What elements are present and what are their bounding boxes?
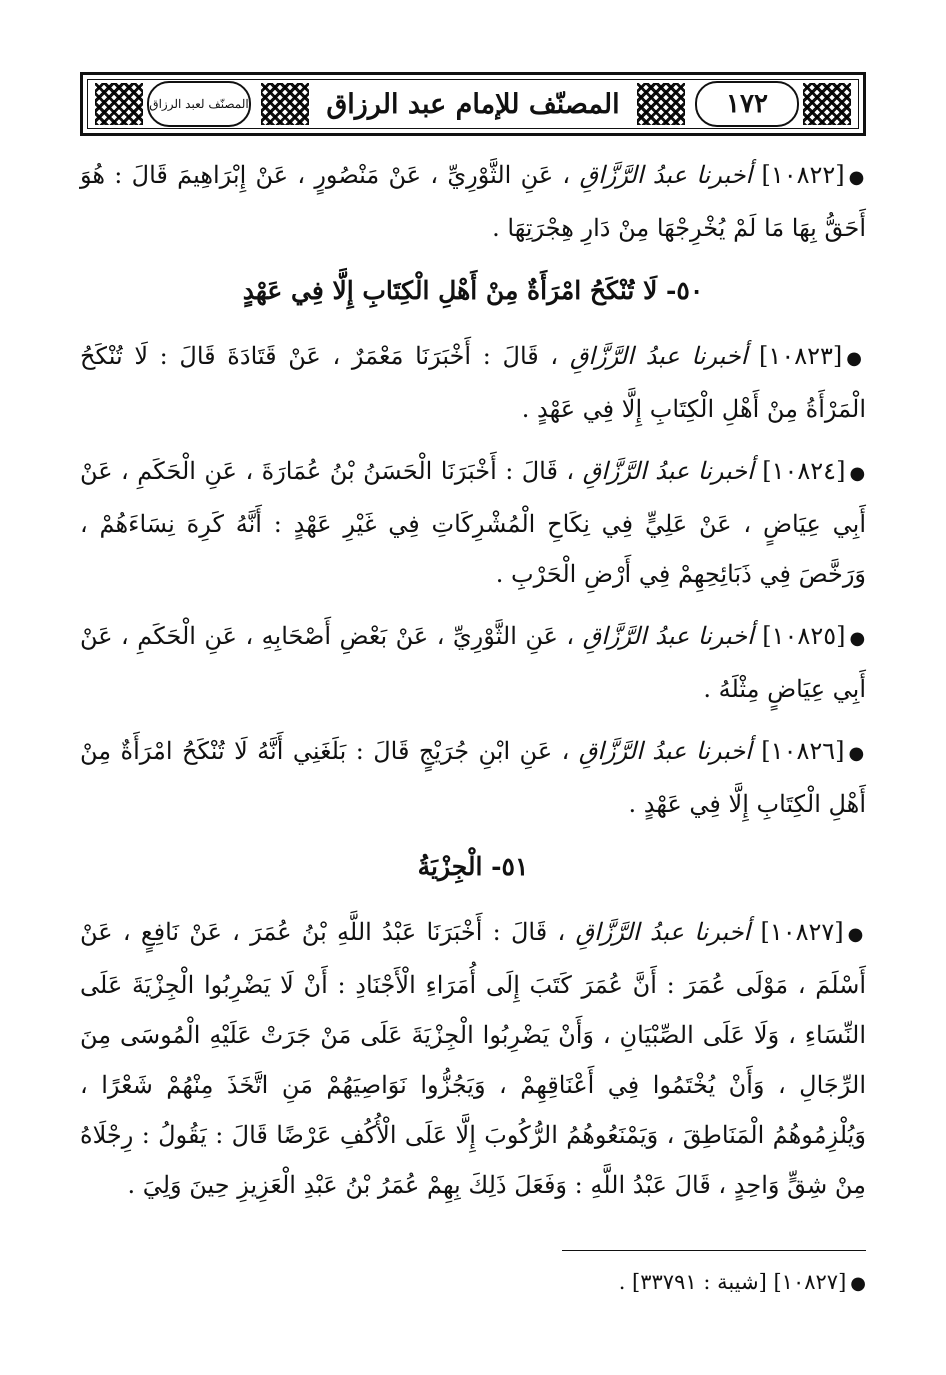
ornament-icon	[803, 83, 851, 125]
book-seal: المصنّف لعبد الرزاق	[147, 81, 251, 127]
bullet-icon: ●	[849, 628, 867, 649]
hadith-10824	[80, 446, 866, 599]
bullet-icon: ●	[846, 348, 866, 369]
hadith-isnad: أخبرنا عبدُ الرَّزَّاقِ	[582, 622, 754, 650]
hadith-text: ، قَالَ : أَخْبَرَنَا عَبْدُ اللَّهِ بْنُ عُمَرَ ، عَنْ نَافِعٍ ، عَنْ أَسْلَمَ ، مَوْلَى عُمَرَ : أَنَّ عُمَرَ كَتَبَ إِلَى أُمَرَاءِ الْأَجْنَادِ : أَنْ لَا يَضْرِبُوا الْجِزْيَةَ عَلَى النِّسَاءِ ، وَلَا عَلَى الصِّبْيَانِ ، وَأَنْ يَضْرِبُوا الْجِزْيَةَ عَلَى مَنْ جَرَتْ عَلَيْهِ الْمُوسَى مِنَ الرِّجَالِ ، وَأَنْ يُخْتَمُوا فِي أَعْنَاقِهِمْ ، وَيَجُزُّوا نَوَاصِيَهُمْ مَنِ اتَّخَذَ مِنْهُمْ شَعْرًا ، وَيُلْزِمُوهُمُ الْمَنَاطِقَ ، وَيَمْنَعُوهُمُ الرُّكُوبَ إِلَّا عَلَى الْأُكُفِ عَرْضًا قَالَ : يَقُولُ : رِجْلَاهُ مِنْ شِقٍّ وَاحِدٍ ، قَالَ عَبْدُ اللَّهِ : وَفَعَلَ ذَلِكَ بِهِمْ عُمَرُ بْنُ عَبْدِ الْعَزِيزِ حِينَ وَلِيَ .	[80, 918, 867, 1199]
footnote-divider	[562, 1250, 866, 1251]
ornament-icon	[95, 83, 143, 125]
ornament-icon	[637, 83, 685, 125]
hadith-isnad: أخبرنا عبدُ الرَّزَّاقِ	[569, 342, 748, 370]
bullet-icon: ●	[849, 463, 866, 484]
book-title: المصنّف للإمام عبد الرزاق	[326, 88, 620, 120]
hadith-text: ، قَالَ : أَخْبَرَنَا مَعْمَرٌ ، عَنْ قَتَادَةَ قَالَ : لَا تُنْكَحُ الْمَرْأَةُ مِنْ أَهْلِ الْكِتَابِ إِلَّا فِي عَهْدٍ .	[80, 342, 866, 423]
hadith-number: [١٠٨٢٣]	[759, 342, 843, 370]
hadith-10826	[80, 726, 866, 829]
chapter-heading-50: ٥٠- لَا تُنْكَحُ امْرَأَةٌ مِنْ أَهْلِ الْكِتَابِ إِلَّا فِي عَهْدٍ	[242, 276, 704, 305]
hadith-10827	[80, 907, 866, 1210]
ornament-icon	[261, 83, 309, 125]
bullet-icon: ●	[847, 924, 866, 945]
hadith-text: ، عَنِ الثَّوْرِيِّ ، عَنْ مَنْصُورٍ ، عَنْ إِبْرَاهِيمَ قَالَ : هُوَ أَحَقُّ بِهَا مَا لَمْ يُخْرِجْهَا مِنْ دَارِ هِجْرَتِهَا .	[80, 161, 866, 242]
hadith-isnad: أخبرنا عبدُ الرَّزَّاقِ	[578, 737, 752, 765]
footnote-text: [١٠٨٢٧] [شيبة : ٣٣٧٩١] .	[618, 1270, 847, 1294]
hadith-text: ، عَنِ ابْنِ جُرَيْجٍ قَالَ : بَلَغَنِي أَنَّهُ لَا تُنْكَحُ امْرَأَةٌ مِنْ أَهْلِ الْكِتَابِ إِلَّا فِي عَهْدٍ .	[80, 737, 866, 818]
bullet-icon: ●	[848, 167, 867, 188]
hadith-number: [١٠٨٢٤]	[762, 457, 846, 485]
hadith-text: ، عَنِ الثَّوْرِيِّ ، عَنْ بَعْضِ أَصْحَابِهِ ، عَنِ الْحَكَمِ ، عَنْ أَبِي عِيَاضٍ مِثْلَهُ .	[80, 622, 866, 703]
hadith-10823	[80, 331, 866, 434]
hadith-number: [١٠٨٢٧]	[760, 918, 844, 946]
hadith-isnad: أخبرنا عبدُ الرَّزَّاقِ	[579, 161, 753, 189]
hadith-10825	[80, 611, 866, 714]
hadith-isnad: أخبرنا عبدُ الرَّزَّاقِ	[582, 457, 754, 485]
bullet-icon: ●	[848, 743, 866, 764]
footnote	[80, 1262, 866, 1304]
chapter-heading-51: ٥١- الْجِزْيَةُ	[417, 852, 529, 881]
hadith-number: [١٠٨٢٥]	[762, 622, 846, 650]
page-content	[80, 150, 866, 1222]
hadith-text: ، قَالَ : أَخْبَرَنَا الْحَسَنُ بْنُ عُمَارَةَ ، عَنِ الْحَكَمِ ، عَنْ أَبِي عِيَاضٍ ، عَنْ عَلِيٍّ فِي نِكَاحِ الْمُشْرِكَاتِ فِي غَيْرِ عَهْدٍ : أَنَّهُ كَرِهَ نِسَاءَهُمْ ، وَرَخَّصَ فِي ذَبَائِحِهِمْ فِي أَرْضِ الْحَرْبِ .	[80, 457, 866, 588]
hadith-10822	[80, 150, 866, 253]
hadith-number: [١٠٨٢٦]	[761, 737, 845, 765]
bullet-icon: ●	[850, 1273, 866, 1294]
hadith-isnad: أخبرنا عبدُ الرَّزَّاقِ	[575, 918, 751, 946]
page-header	[80, 72, 866, 136]
page-number: ١٧٢	[695, 81, 799, 127]
hadith-number: [١٠٨٢٢]	[761, 161, 845, 189]
